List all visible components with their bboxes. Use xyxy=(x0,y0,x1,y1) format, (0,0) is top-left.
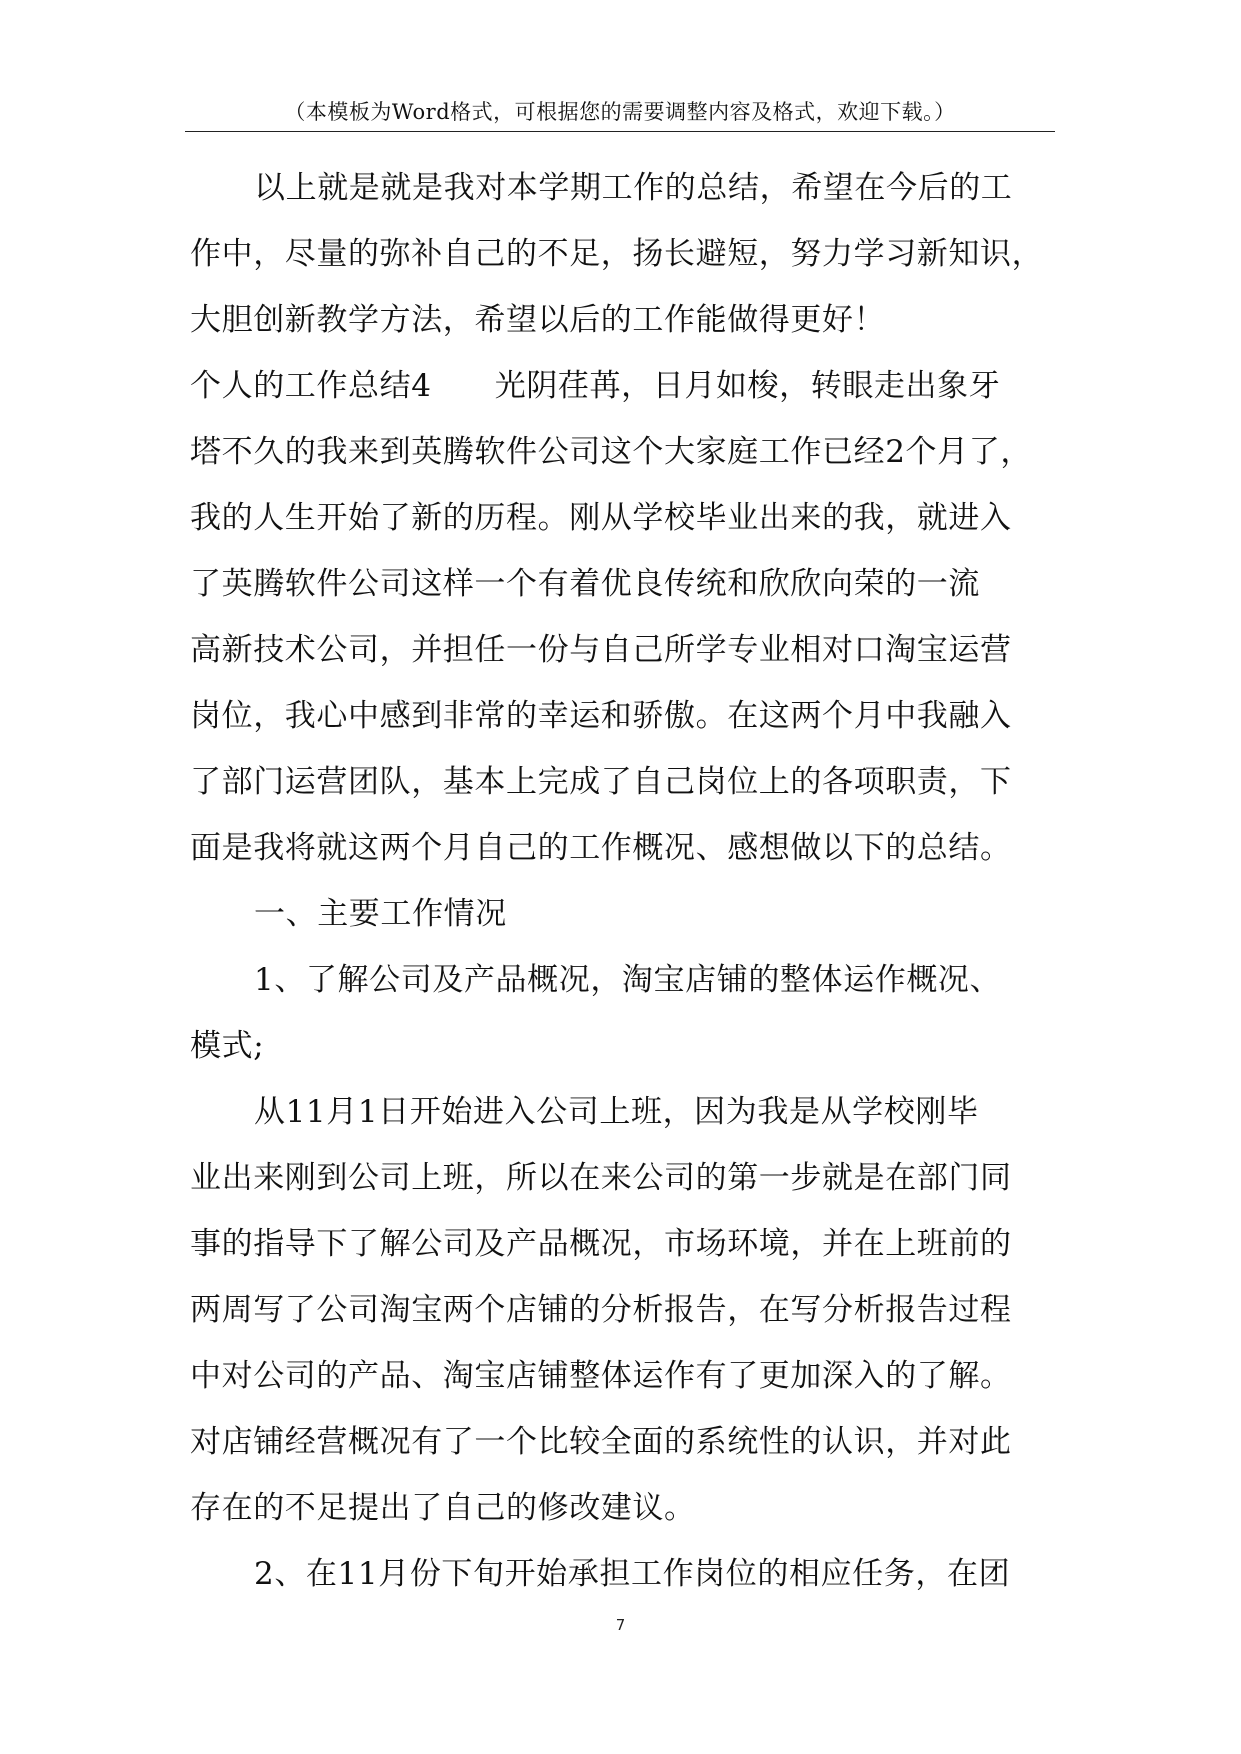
subheading-line: 一、主要工作情况 xyxy=(254,896,507,932)
header-note: （本模板为Word格式，可根据您的需要调整内容及格式，欢迎下载。） xyxy=(284,100,956,124)
paragraph-line: 对店铺经营概况有了一个比较全面的系统性的认识，并对此 xyxy=(190,1424,1012,1460)
paragraph-line: 塔不久的我来到英腾软件公司这个大家庭工作已经2个月了， xyxy=(190,434,1032,470)
paragraph-line: 以上就是就是我对本学期工作的总结，希望在今后的工 xyxy=(254,170,1013,206)
paragraph-line: 作中，尽量的弥补自己的不足，扬长避短，努力学习新知识， xyxy=(190,236,1044,272)
paragraph-line: 我的人生开始了新的历程。刚从学校毕业出来的我，就进入 xyxy=(190,500,1012,536)
list-item-line: 模式; xyxy=(190,1028,265,1064)
list-item-line: 1、了解公司及产品概况，淘宝店铺的整体运作概况、 xyxy=(254,962,1002,998)
paragraph-line: 事的指导下了解公司及产品概况，市场环境，并在上班前的 xyxy=(190,1226,1012,1262)
paragraph-line: 两周写了公司淘宝两个店铺的分析报告，在写分析报告过程 xyxy=(190,1292,1012,1328)
paragraph-line: 中对公司的产品、淘宝店铺整体运作有了更加深入的了解。 xyxy=(190,1358,1012,1394)
paragraph-line: 存在的不足提出了自己的修改建议。 xyxy=(190,1490,696,1526)
section-heading-line: 个人的工作总结4 光阴荏苒，日月如梭，转眼走出象牙 xyxy=(190,368,1001,404)
paragraph-line: 岗位，我心中感到非常的幸运和骄傲。在这两个月中我融入 xyxy=(190,698,1012,734)
document-body xyxy=(190,155,1090,1607)
paragraph-line: 大胆创新教学方法，希望以后的工作能做得更好！ xyxy=(190,302,886,338)
paragraph-line: 高新技术公司，并担任一份与自己所学专业相对口淘宝运营 xyxy=(190,632,1012,668)
list-item-line: 2、在11月份下旬开始承担工作岗位的相应任务，在团 xyxy=(254,1556,1011,1592)
paragraph-line: 了英腾软件公司这样一个有着优良传统和欣欣向荣的一流 xyxy=(190,566,980,602)
paragraph-line: 从11月1日开始进入公司上班，因为我是从学校刚毕 xyxy=(254,1094,979,1130)
page-number: 7 xyxy=(615,1616,626,1634)
paragraph-line: 了部门运营团队，基本上完成了自己岗位上的各项职责，下 xyxy=(190,764,1012,800)
header-divider xyxy=(185,131,1055,132)
paragraph-line: 业出来刚到公司上班，所以在来公司的第一步就是在部门同 xyxy=(190,1160,1012,1196)
paragraph-line: 面是我将就这两个月自己的工作概况、感想做以下的总结。 xyxy=(190,830,1012,866)
